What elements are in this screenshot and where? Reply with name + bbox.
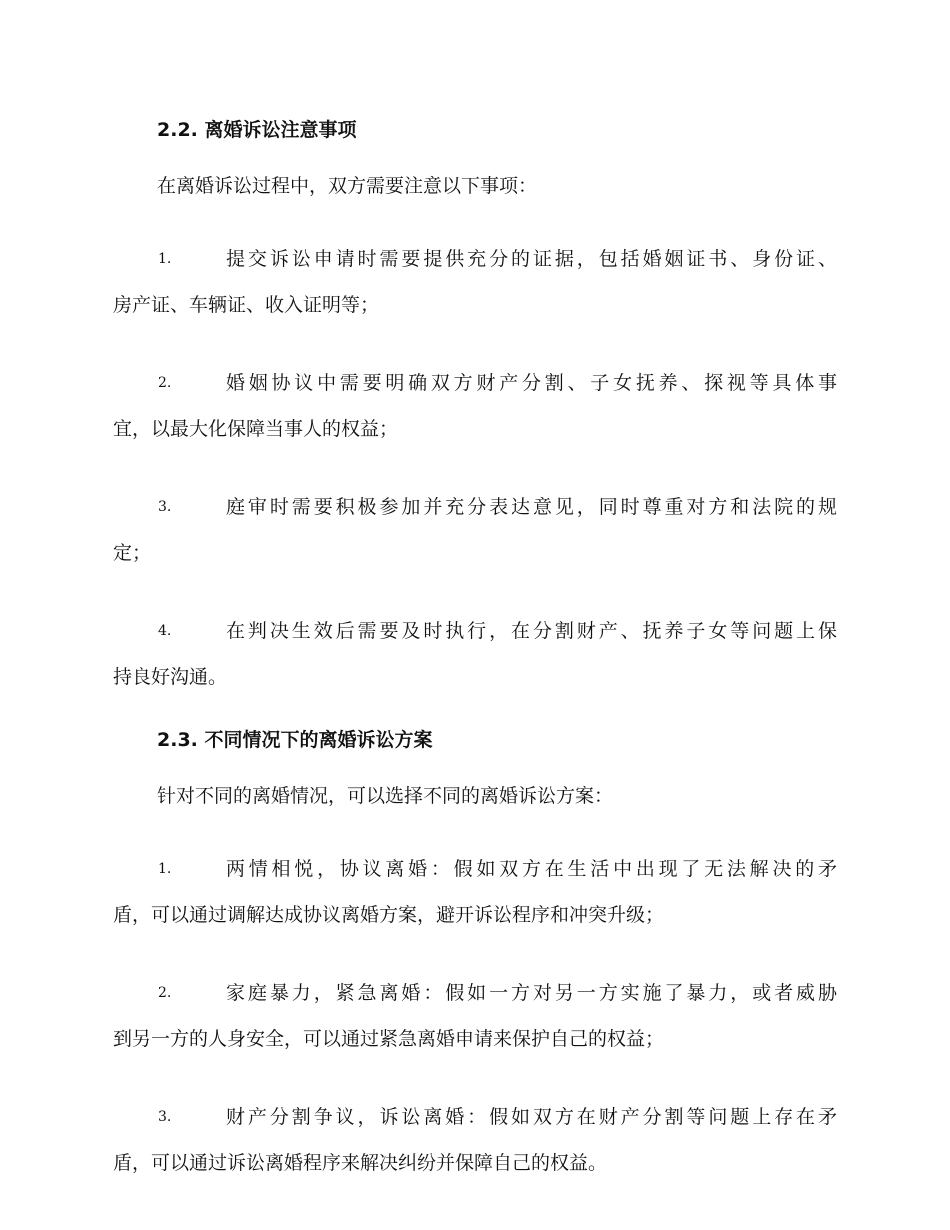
list-item-text-line1: 财产分割争议，诉讼离婚：假如双方在财产分割等问题上存在矛 bbox=[226, 1106, 837, 1128]
list-item-text-line2: 盾，可以通过诉讼离婚程序来解决纠纷并保障自己的权益。 bbox=[113, 1152, 608, 1174]
list-item-text-line1: 婚姻协议中需要明确双方财产分割、子女抚养、探视等具体事 bbox=[226, 372, 837, 394]
list-item-text-line1: 庭审时需要积极参加并充分表达意见，同时尊重对方和法院的规 bbox=[226, 496, 837, 518]
list-item bbox=[113, 814, 837, 938]
list-item-text-line2: 盾，可以通过调解达成协议离婚方案，避开诉讼程序和冲突升级； bbox=[113, 904, 665, 926]
list-number: 3. bbox=[158, 499, 172, 515]
section-spacer bbox=[0, 700, 950, 722]
list-number: 1. bbox=[158, 251, 172, 267]
list-item-text-line2: 持良好沟通。 bbox=[113, 666, 228, 688]
list-item-text-line2: 定； bbox=[113, 542, 152, 564]
list-item-text-line2: 房产证、车辆证、收入证明等； bbox=[113, 294, 380, 316]
section-title: 2.3. 不同情况下的离婚诉讼方案 bbox=[157, 729, 433, 751]
list-number: 1. bbox=[158, 861, 172, 877]
list-item-text-line2: 宜，以最大化保障当事人的权益； bbox=[113, 418, 399, 440]
list-item-text-line1: 家庭暴力，紧急离婚：假如一方对另一方实施了暴力，或者威胁 bbox=[226, 982, 837, 1004]
list-item-text-line1: 在判决生效后需要及时执行，在分割财产、抚养子女等问题上保 bbox=[226, 620, 837, 642]
list-item bbox=[113, 938, 837, 1062]
list-item bbox=[113, 452, 837, 576]
list-number: 2. bbox=[158, 985, 172, 1001]
list-item-text-line1: 提交诉讼申请时需要提供充分的证据，包括婚姻证书、身份证、 bbox=[226, 248, 837, 270]
section-title: 2.2. 离婚诉讼注意事项 bbox=[157, 119, 357, 141]
list-number: 3. bbox=[158, 1109, 172, 1125]
section-2-2 bbox=[0, 112, 950, 700]
section-intro: 在离婚诉讼过程中，双方需要注意以下事项： bbox=[157, 175, 538, 197]
list-item-text-line1: 两情相悦，协议离婚：假如双方在生活中出现了无法解决的矛 bbox=[226, 858, 837, 880]
list-item bbox=[113, 328, 837, 452]
list-item-text-line2: 到另一方的人身安全，可以通过紧急离婚申请来保护自己的权益； bbox=[113, 1028, 665, 1050]
list-number: 4. bbox=[158, 623, 172, 639]
numbered-list bbox=[0, 814, 950, 1186]
list-item bbox=[113, 204, 837, 328]
numbered-list bbox=[0, 204, 950, 700]
section-intro: 针对不同的离婚情况，可以选择不同的离婚诉讼方案： bbox=[157, 785, 614, 807]
list-item bbox=[113, 576, 837, 700]
list-item bbox=[113, 1062, 837, 1186]
section-2-3 bbox=[0, 722, 950, 1186]
list-number: 2. bbox=[158, 375, 172, 391]
